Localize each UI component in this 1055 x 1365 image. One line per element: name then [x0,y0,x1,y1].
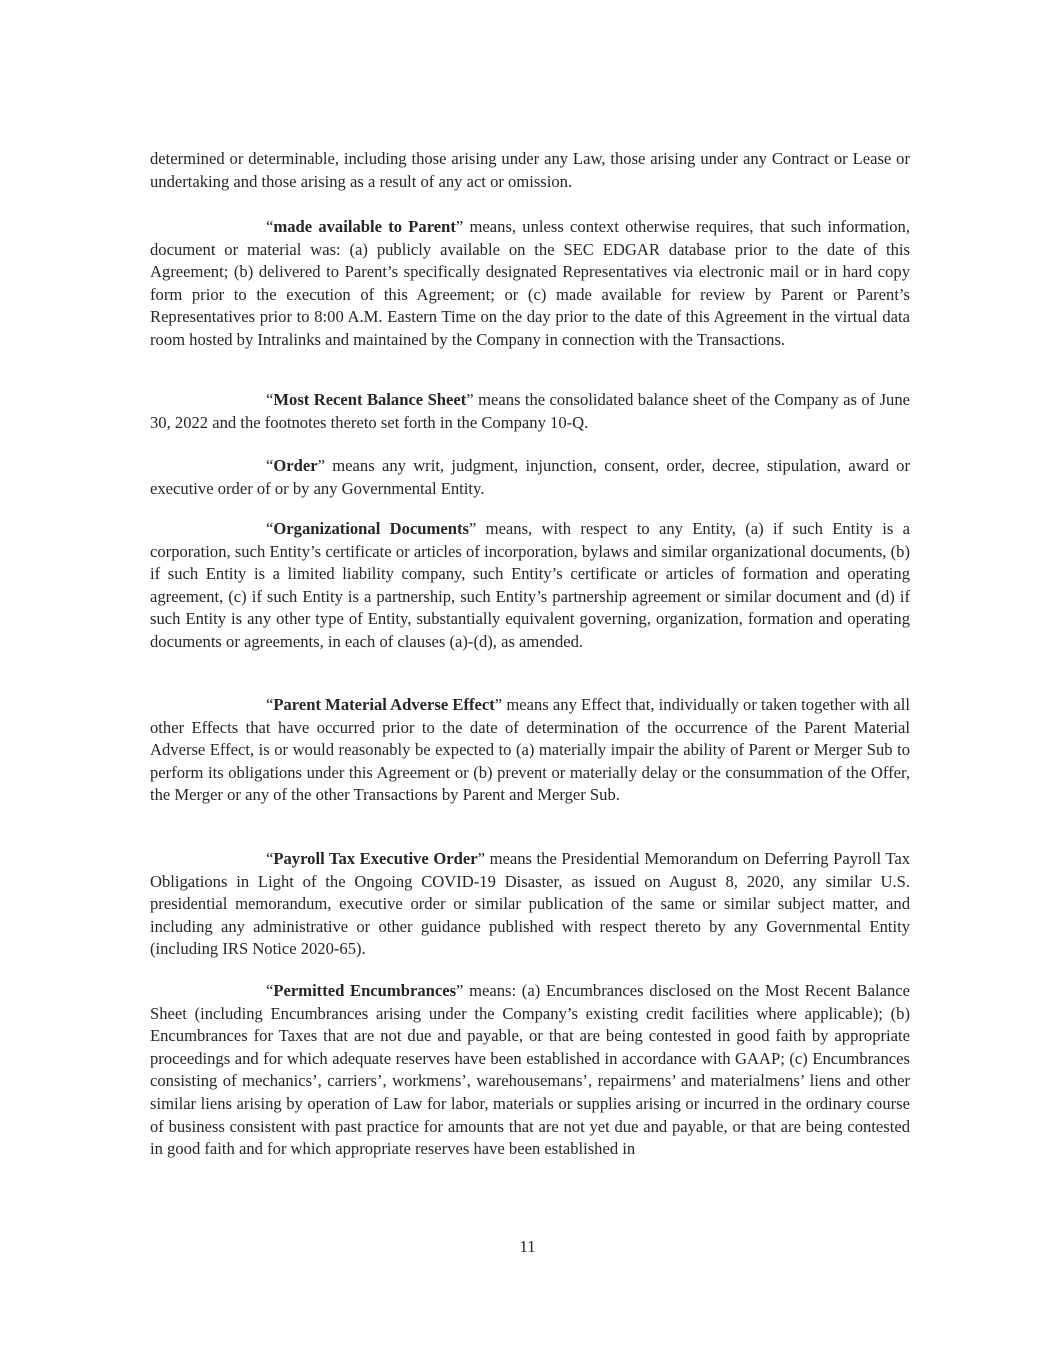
definition-body: means any Effect that, individually or taken together with all other Effects that have occurred prior to the date of determination of the occurrence of the Parent Material Adverse Effect, is or would reasonably be expected to (a) materially impair the ability of Parent or Merger Sub to perform its obligations under this Agreement or (b) prevent or materially delay or the consummation of the Offer, the Merger or any of the other Transactions by Parent and Merger Sub. [150,695,910,805]
definition-body: means the Presidential Memorandum on Deferring Payroll Tax Obligations in Light of the Ongoing COVID-19 Disaster, as issued on August 8, 2020, any similar U.S. presidential memorandum, executive order or similar publication of the same or similar subject matter, and including any administrative or other guidance published with respect thereto by any Governmental Entity (including IRS Notice 2020-65). [150,849,911,959]
page-number: 11 [519,1237,536,1256]
definition-body: means, unless context otherwise requires, that such information, document or material was: (a) publicly available on the SEC EDGAR database prior to the date of this Agreement; (b) delivered to Parent’s specifically designated Representatives via electronic mail or in hard copy form prior to the execution of this Agreement; or (c) made available for review by Parent or Parent’s Representatives prior to 8:00 A.M. Eastern Time on the day prior to the date of this Agreement in the virtual data room hosted by Intralinks and maintained by the Company in connection with the Transactions. [150,217,910,349]
definition-made-available-to-parent: “made available to Parent” means, unless context otherwise requires, that such information, document or material was: (a) publicly available on the SEC EDGAR database prior to the date of this Agreement; (b) delivered to Parent’s specifically designated Representatives via electronic mail or in hard copy form prior to the execution of this Agreement; or (c) made available for review by Parent or Parent’s Representatives prior to 8:00 A.M. Eastern Time on the day prior to the date of this Agreement in the virtual data room hosted by Intralinks and maintained by the Company in connection with the Transactions. [150,217,910,349]
defined-term: Parent Material Adverse Effect [273,695,495,714]
defined-term: Order [273,456,318,475]
defined-term: made available to Parent [273,217,456,236]
defined-term: Permitted Encumbrances [273,981,457,1000]
definition-body: means: (a) Encumbrances disclosed on the Most Recent Balance Sheet (including Encumbrances arising under the Company’s existing credit facilities where applicable); (b) Encumbrances for Taxes that are not due and payable, or that are being contested in good faith by appropriate proceedings and for which adequate reserves have been established in accordance with GAAP; (c) Encumbrances consisting of mechanics’, carriers’, workmens’, warehousemans’, repairmens’ and materialmens’ liens and other similar liens arising by operation of Law for labor, materials or supplies arising or incurred in the ordinary course of business consistent with past practice for amounts that are not yet due and payable, or that are being contested in good faith and for which appropriate reserves have been established in [150,981,910,1159]
definition-organizational-documents: “Organizational Documents” means, with respect to any Entity, (a) if such Entity is a corporation, such Entity’s certificate or articles of incorporation, bylaws and similar organizational documents, (b) if such Entity is a limited liability company, such Entity’s certificate or articles of formation and operating agreement, (c) if such Entity is a partnership, such Entity’s partnership agreement or similar document and (d) if such Entity is any other type of Entity, substantially equivalent governing, organization, formation and operating documents or agreements, in each of clauses (a)-(d), as amended. [150,519,910,651]
continuation-paragraph [150,148,910,193]
definition-body: means, with respect to any Entity, (a) if such Entity is a corporation, such Entity’s certificate or articles of incorporation, bylaws and similar organizational documents, (b) if such Entity is a limited liability company, such Entity’s certificate or articles of formation and operating agreement, (c) if such Entity is a partnership, such Entity’s partnership agreement or similar document and (d) if such Entity is any other type of Entity, substantially equivalent governing, organization, formation and operating documents or agreements, in each of clauses (a)-(d), as amended. [150,519,910,651]
defined-term: Payroll Tax Executive Order [273,849,478,868]
definition-most-recent-balance-sheet: “Most Recent Balance Sheet” means the consolidated balance sheet of the Company as of June 30, 2022 and the footnotes thereto set forth in the Company 10-Q. [150,390,911,432]
defined-term: Organizational Documents [273,519,469,538]
definition-parent-material-adverse-effect: “Parent Material Adverse Effect” means any Effect that, individually or taken together with all other Effects that have occurred prior to the date of determination of the occurrence of the Parent Material Adverse Effect, is or would reasonably be expected to (a) materially impair the ability of Parent or Merger Sub to perform its obligations under this Agreement or (b) prevent or materially delay or the consummation of the Offer, the Merger or any of the other Transactions by Parent and Merger Sub. [150,695,910,805]
defined-term: Most Recent Balance Sheet [273,390,467,409]
definition-body: means any writ, judgment, injunction, consent, order, decree, stipulation, award or executive order of or by any Governmental Entity. [150,456,910,498]
definition-order: “Order” means any writ, judgment, injunction, consent, order, decree, stipulation, award or executive order of or by any Governmental Entity. [150,456,910,498]
definition-body: means the consolidated balance sheet of the Company as of June 30, 2022 and the footnotes thereto set forth in the Company 10-Q. [150,390,911,432]
continuation-text: determined or determinable, including those arising under any Law, those arising under any Contract or Lease or undertaking and those arising as a result of any act or omission. [150,149,910,191]
definition-payroll-tax-executive-order: “Payroll Tax Executive Order” means the Presidential Memorandum on Deferring Payroll Tax Obligations in Light of the Ongoing COVID-19 Disaster, as issued on August 8, 2020, any similar U.S. presidential memorandum, executive order or similar publication of the same or similar subject matter, and including any administrative or other guidance published with respect thereto by any Governmental Entity (including IRS Notice 2020-65). [150,849,911,959]
definition-permitted-encumbrances: “Permitted Encumbrances” means: (a) Encumbrances disclosed on the Most Recent Balance Sheet (including Encumbrances arising under the Company’s existing credit facilities where applicable); (b) Encumbrances for Taxes that are not due and payable, or that are being contested in good faith by appropriate proceedings and for which adequate reserves have been established in accordance with GAAP; (c) Encumbrances consisting of mechanics’, carriers’, workmens’, warehousemans’, repairmens’ and materialmens’ liens and other similar liens arising by operation of Law for labor, materials or supplies arising or incurred in the ordinary course of business consistent with past practice for amounts that are not yet due and payable, or that are being contested in good faith and for which appropriate reserves have been established in [150,981,910,1159]
